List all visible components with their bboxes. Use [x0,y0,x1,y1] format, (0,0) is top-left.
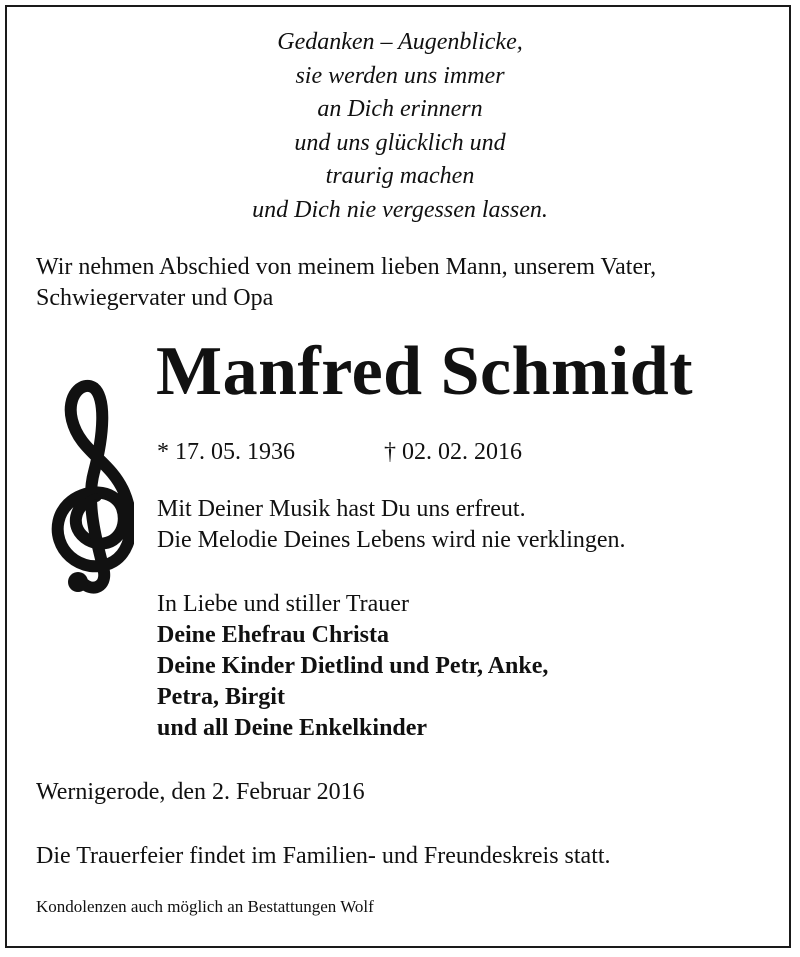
poem [0,26,800,227]
poem-line: und Dich nie vergessen lassen. [252,196,548,223]
poem-line: sie werden uns immer [295,62,505,89]
mourners-intro: In Liebe und stiller Trauer [157,591,409,617]
ceremony-note: Die Trauerfeier findet im Familien- und Freundeskreis statt. [36,843,611,869]
place-date: Wernigerode, den 2. Februar 2016 [36,779,365,805]
birth-date: * 17. 05. 1936 [157,439,295,465]
poem-line: traurig machen [325,163,475,189]
music-quote [157,494,626,556]
farewell-intro: Wir nehmen Abschied von meinem lieben Mann, unserem Vater, Schwiegervater und Opa [36,254,657,311]
quote-line: Mit Deiner Musik hast Du uns erfreut. [157,496,526,522]
mourners [157,589,548,744]
mourner-line: Petra, Birgit [157,684,285,710]
mourner-line: und all Deine Enkelkinder [157,715,428,741]
quote-line: Die Melodie Deines Lebens wird nie verklingen. [157,527,626,553]
mourner-line: Deine Ehefrau Christa [157,622,389,648]
death-date: † 02. 02. 2016 [384,439,522,465]
poem-line: an Dich erinnern [317,96,483,122]
condolence-note: Kondolenzen auch möglich an Bestattungen Wolf [36,897,374,916]
deceased-name: Manfred Schmidt [156,333,694,410]
treble-clef-icon [44,376,134,596]
poem-line: Gedanken – Augenblicke, [277,29,523,55]
mourner-line: Deine Kinder Dietlind und Petr, Anke, [157,653,549,679]
poem-line: und uns glücklich und [294,129,506,156]
